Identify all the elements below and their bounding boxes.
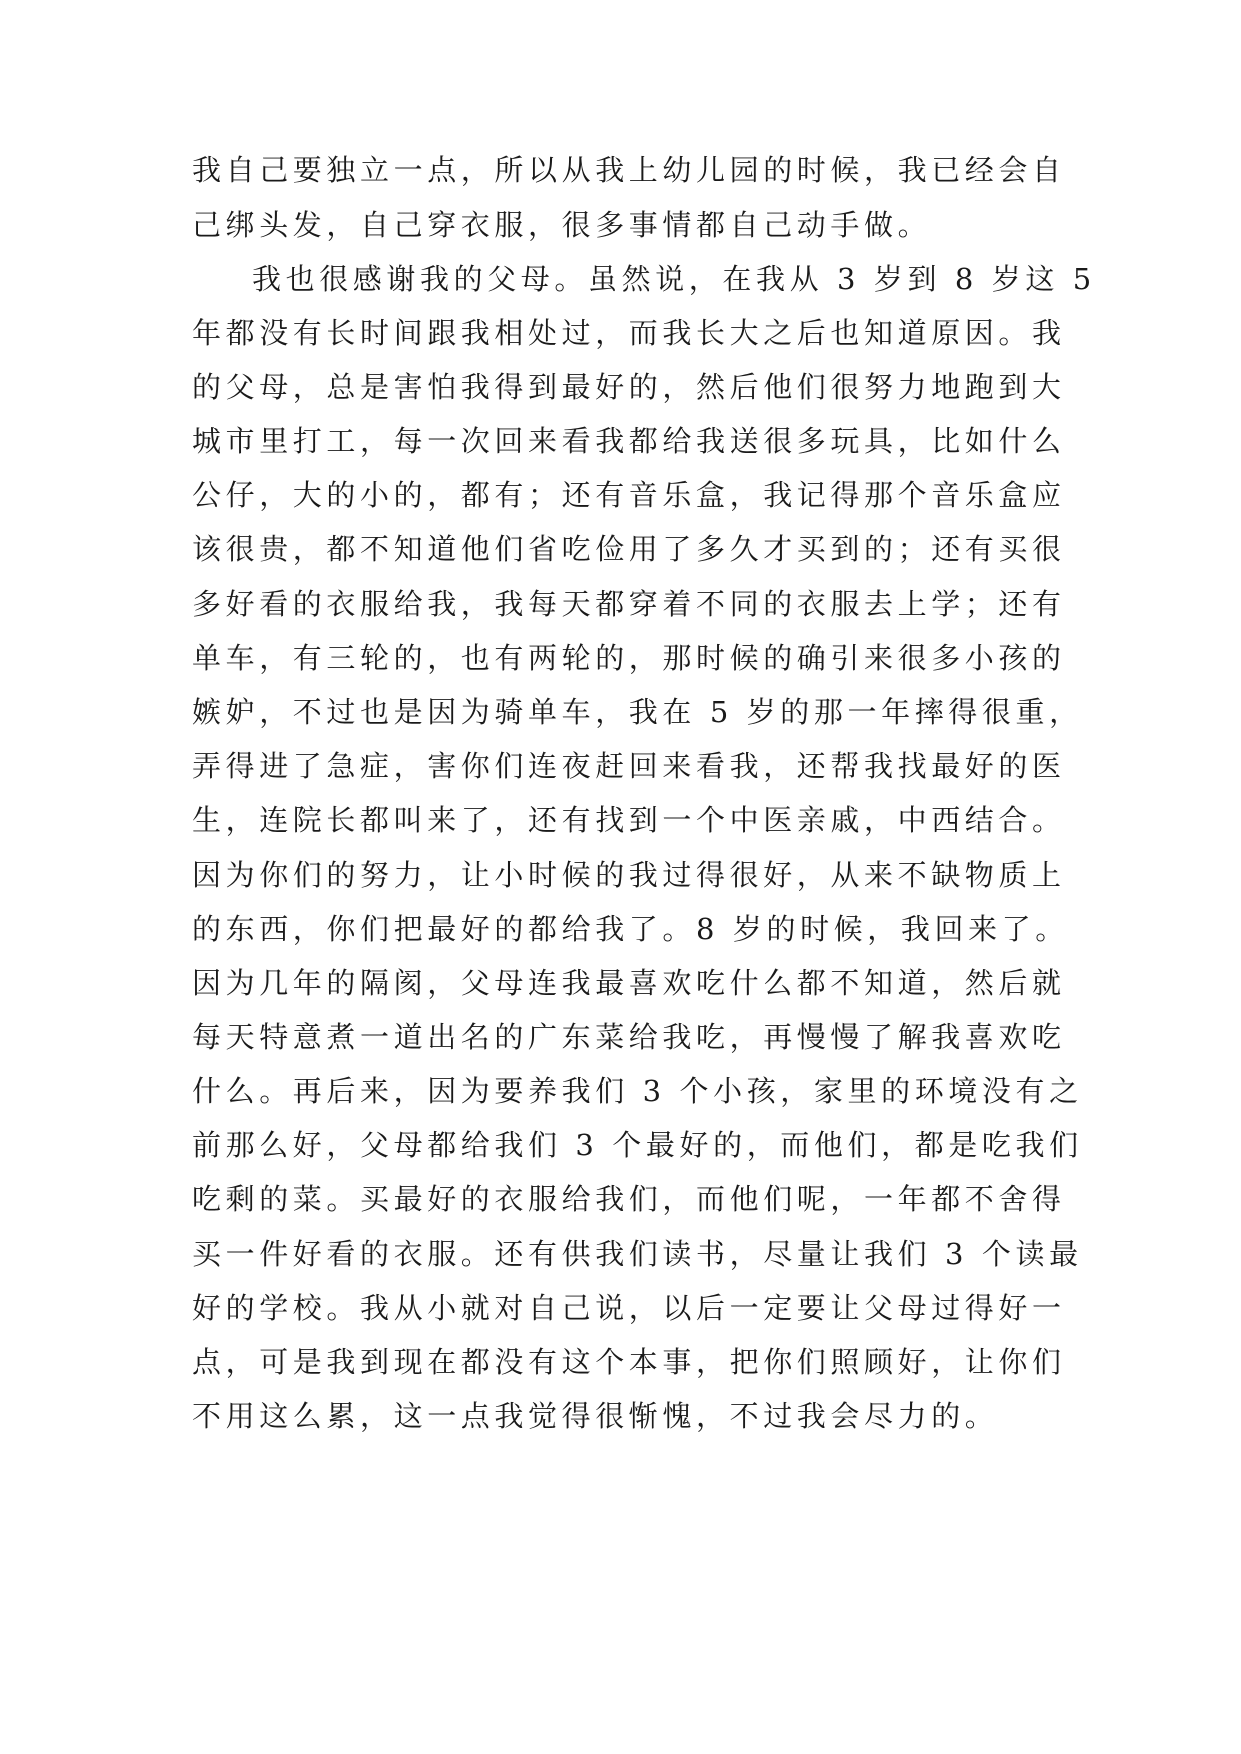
text-line: 我也很感谢我的父母。虽然说，在我从 3 岁到 8 岁这 5 [252,262,1096,296]
text-line: 前那么好，父母都给我们 3 个最好的，而他们，都是吃我们 [192,1128,1083,1162]
text-line: 每天特意煮一道出名的广东菜给我吃，再慢慢了解我喜欢吃 [192,1020,1066,1054]
text-line: 的东西，你们把最好的都给我了。8 岁的时候，我回来了。 [192,912,1069,946]
text-line: 好的学校。我从小就对自己说，以后一定要让父母过得好一 [192,1291,1066,1325]
text-line: 因为你们的努力，让小时候的我过得很好，从来不缺物质上 [192,858,1066,892]
text-line: 我自己要独立一点，所以从我上幼儿园的时候，我已经会自 [192,153,1066,187]
text-line: 的父母，总是害怕我得到最好的，然后他们很努力地跑到大 [192,370,1066,404]
text-line: 吃剩的菜。买最好的衣服给我们，而他们呢，一年都不舍得 [192,1182,1066,1216]
text-line: 该很贵，都不知道他们省吃俭用了多久才买到的；还有买很 [192,532,1066,566]
text-line: 嫉妒，不过也是因为骑单车，我在 5 岁的那一年摔得很重， [192,695,1083,729]
text-line: 公仔，大的小的，都有；还有音乐盒，我记得那个音乐盒应 [192,478,1066,512]
text-line: 生，连院长都叫来了，还有找到一个中医亲戚，中西结合。 [192,803,1066,837]
text-line: 不用这么累，这一点我觉得很惭愧，不过我会尽力的。 [192,1399,999,1433]
text-line: 城市里打工，每一次回来看我都给我送很多玩具，比如什么 [192,424,1066,458]
text-line: 买一件好看的衣服。还有供我们读书，尽量让我们 3 个读最 [192,1237,1083,1271]
text-line: 单车，有三轮的，也有两轮的，那时候的确引来很多小孩的 [192,641,1066,675]
text-line: 因为几年的隔阂，父母连我最喜欢吃什么都不知道，然后就 [192,966,1066,1000]
text-line: 弄得进了急症，害你们连夜赶回来看我，还帮我找最好的医 [192,749,1066,783]
text-line: 点，可是我到现在都没有这个本事，把你们照顾好，让你们 [192,1345,1066,1379]
text-line: 多好看的衣服给我，我每天都穿着不同的衣服去上学；还有 [192,587,1066,621]
text-line: 己绑头发，自己穿衣服，很多事情都自己动手做。 [192,208,932,242]
text-line: 什么。再后来，因为要养我们 3 个小孩，家里的环境没有之 [192,1074,1083,1108]
text-line: 年都没有长时间跟我相处过，而我长大之后也知道原因。我 [192,316,1066,350]
